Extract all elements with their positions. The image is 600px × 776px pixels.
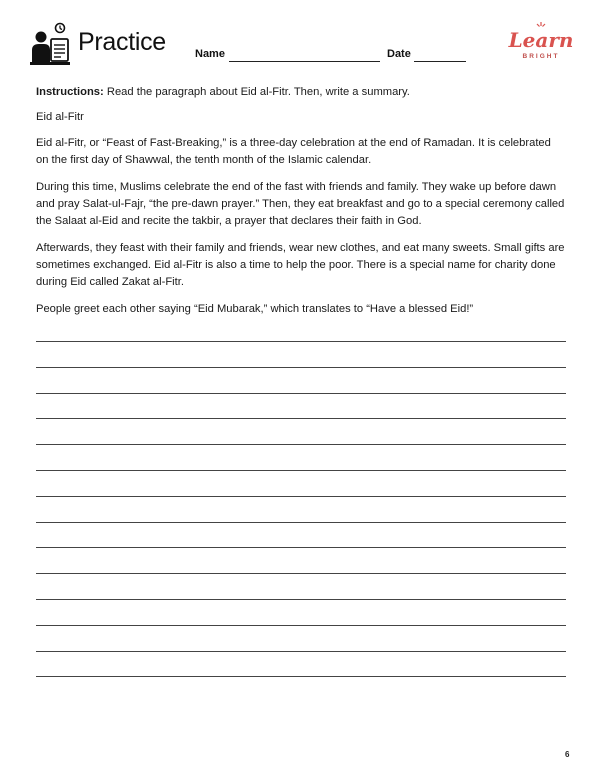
paragraph-3: Afterwards, they feast with their family and friends, wear new clothes, and eat many sweets. Small gifts are sometimes exchanged. Eid al-Fitr is also a time to help the poor. There is a special name for charity done during Eid called Zakat al-Fitr. (36, 242, 565, 288)
paragraph-2: During this time, Muslims celebrate the end of the fast with friends and family. They wake up before dawn and pray Salat-ul-Fajr, “the pre-dawn prayer.” Then, they eat breakfast and go to a special ceremony called the Salaat al-Eid and recite the takbir, a prayer that declares their faith in God. (36, 181, 565, 227)
page-number: 6 (565, 750, 570, 759)
name-field[interactable] (229, 61, 380, 62)
date-field[interactable] (414, 61, 466, 62)
writing-line[interactable] (36, 367, 566, 368)
writing-line[interactable] (36, 625, 566, 626)
instructions-label: Instructions: (36, 86, 104, 98)
reading-passage (36, 84, 566, 328)
summary-writing-area[interactable] (36, 341, 566, 702)
writing-line[interactable] (36, 341, 566, 342)
student-worksheet-icon (30, 22, 74, 68)
writing-line[interactable] (36, 573, 566, 574)
paragraph-1: Eid al-Fitr, or “Feast of Fast-Breaking,” is a three-day celebration at the end of Ramadan. It is celebrated on the first day of Shawwal, the tenth month of the Islamic calendar. (36, 137, 551, 166)
instructions (36, 84, 566, 101)
writing-line[interactable] (36, 676, 566, 677)
writing-line[interactable] (36, 599, 566, 600)
learn-bright-logo (505, 24, 577, 66)
writing-line[interactable] (36, 393, 566, 394)
instructions-text: Read the paragraph about Eid al-Fitr. Then, write a summary. (103, 86, 410, 98)
paragraph-4: People greet each other saying “Eid Mubarak,” which translates to “Have a blessed Eid!” (36, 303, 474, 315)
writing-line[interactable] (36, 444, 566, 445)
writing-line[interactable] (36, 470, 566, 471)
name-label: Name (195, 48, 225, 60)
date-label: Date (387, 48, 411, 60)
logo-word: Learn (508, 28, 574, 52)
writing-line[interactable] (36, 547, 566, 548)
page-title: Practice (78, 28, 166, 56)
writing-line[interactable] (36, 418, 566, 419)
writing-line[interactable] (36, 496, 566, 497)
passage-title: Eid al-Fitr (36, 111, 84, 123)
logo-subtitle: BRIGHT (522, 53, 560, 60)
writing-line[interactable] (36, 651, 566, 652)
writing-line[interactable] (36, 522, 566, 523)
